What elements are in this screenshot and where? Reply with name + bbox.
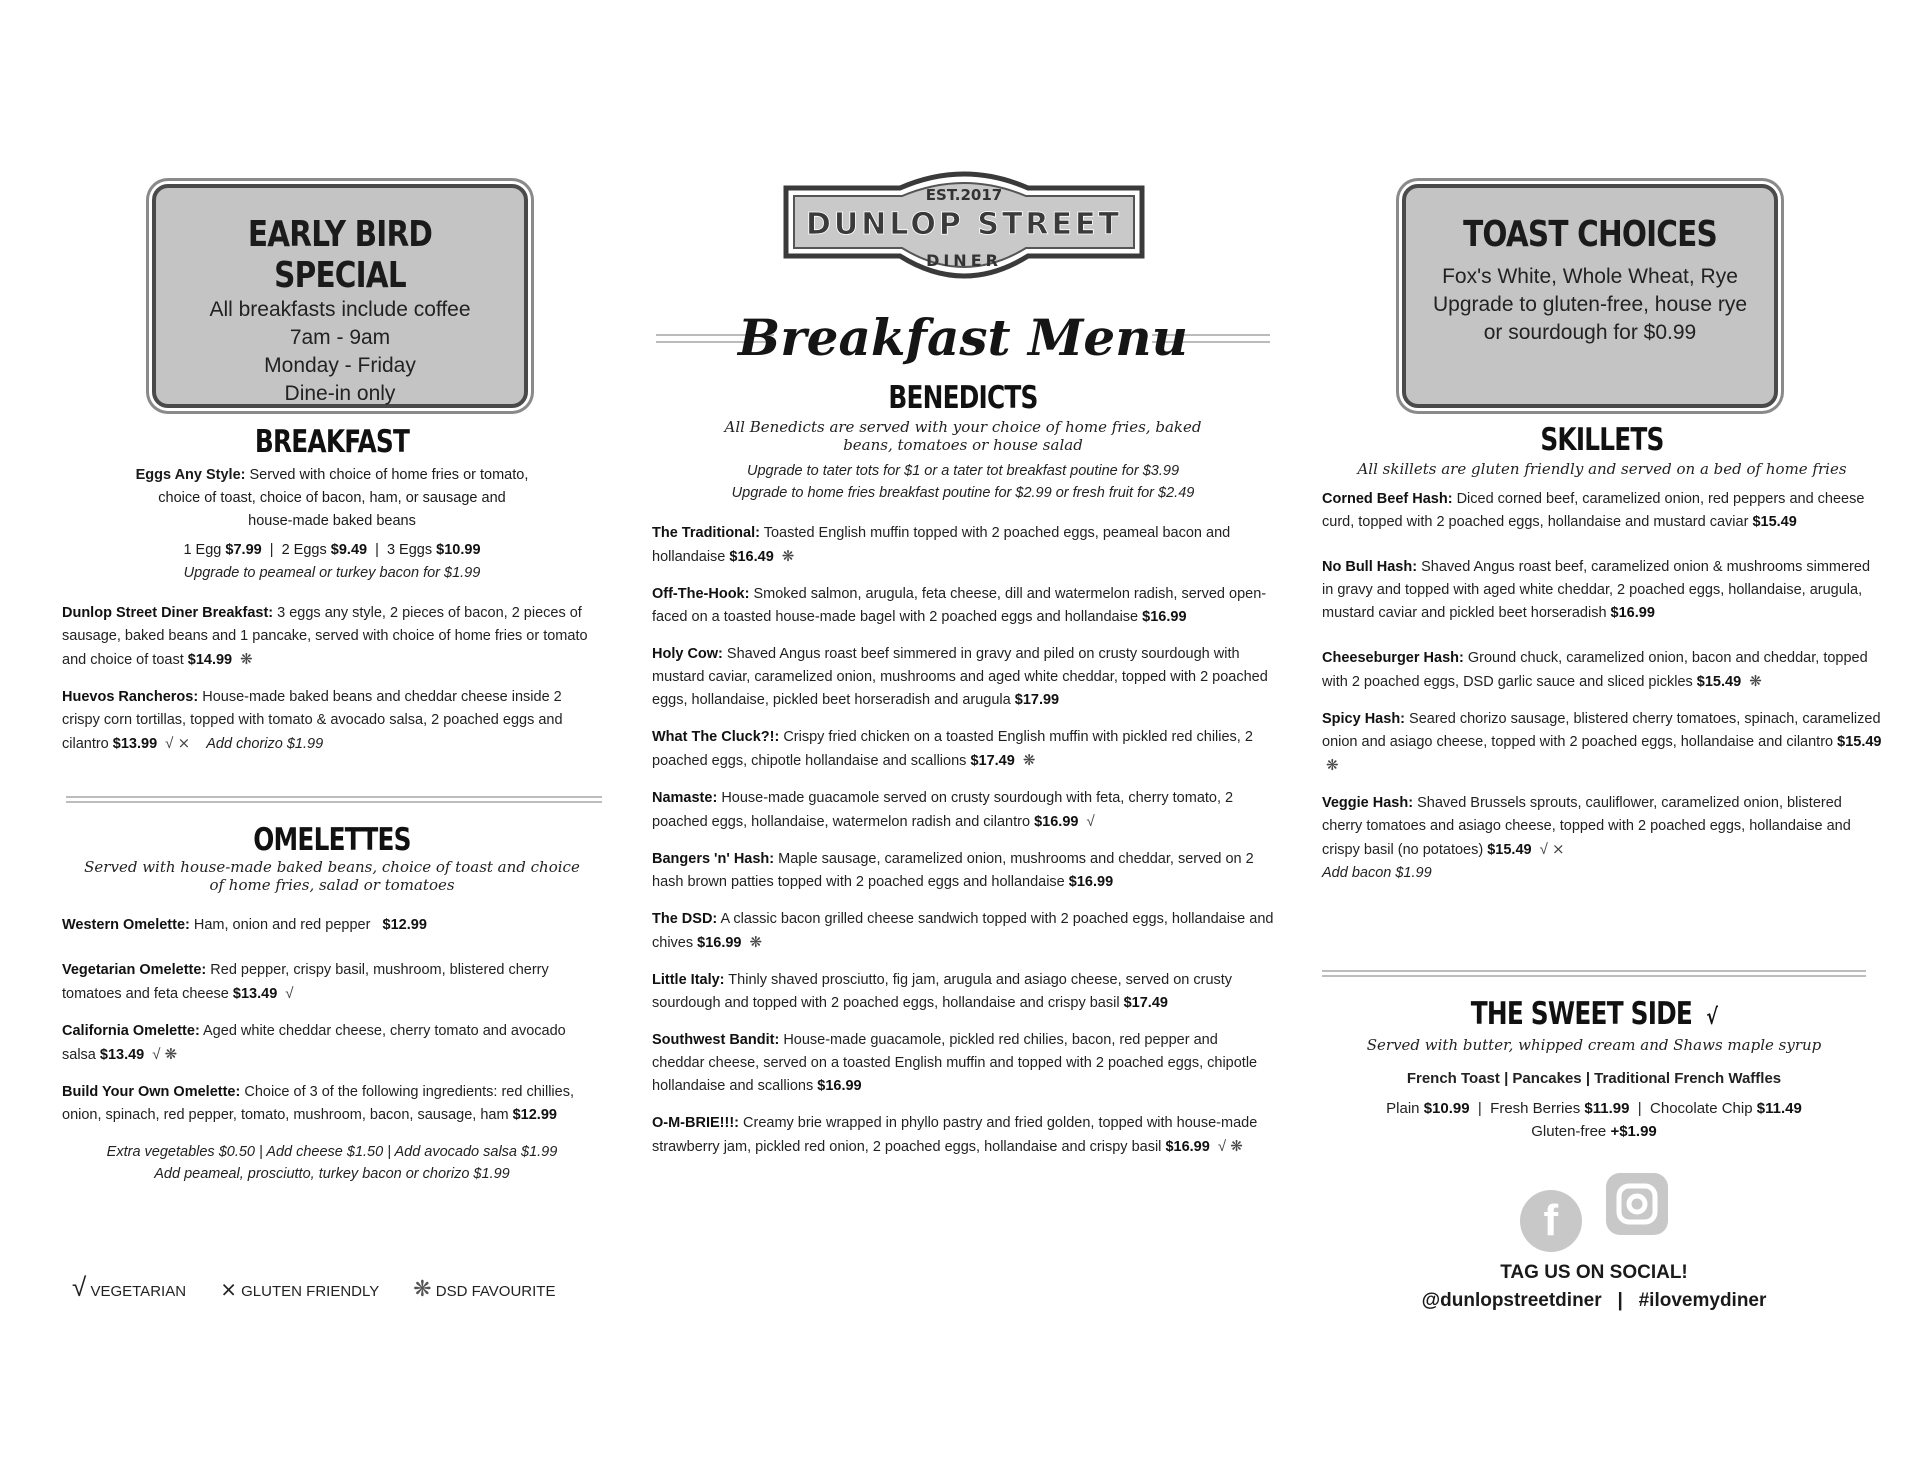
item-desc: Shaved Brussels sprouts, cauliflower, caramelized onion, blistered cherry tomatoes and asiago cheese, topped with 2 poached eggs, hollandaise and crispy basil (no potatoes) <box>1322 795 1851 858</box>
price: $10.99 <box>436 542 481 558</box>
item-price: $12.99 <box>512 1107 557 1123</box>
menu-item <box>62 1020 602 1067</box>
legend-label: GLUTEN FRIENDLY <box>241 1283 379 1300</box>
sweet-subtitle: Served with butter, whipped cream and Shaws maple syrup <box>1366 1036 1822 1054</box>
menu-item <box>652 522 1274 569</box>
menu-item <box>652 1029 1274 1098</box>
item-price: $15.49 <box>1487 842 1532 858</box>
item-extra: Add chorizo $1.99 <box>206 736 324 752</box>
vegetarian-icon: √ <box>285 985 294 1002</box>
item-desc: Toasted English muffin topped with 2 poached eggs, peameal bacon and hollandaise <box>652 525 1231 565</box>
sweet-options: French Toast | Pancakes | Traditional French Waffles <box>1406 1070 1782 1087</box>
item-desc: choice of toast, choice of bacon, ham, or sausage and <box>158 490 506 506</box>
item-name: The DSD: <box>652 911 718 927</box>
item-price: $16.99 <box>697 935 742 951</box>
vegetarian-gluten-icon: √ ⨯ <box>1539 841 1565 858</box>
item-price: $16.49 <box>729 549 774 565</box>
item-name: Southwest Bandit: <box>652 1032 780 1048</box>
price-label: 1 Egg <box>183 542 222 558</box>
sweet-side <box>1322 996 1866 1312</box>
item-desc: Shaved Angus roast beef simmered in gravy and piled on crusty sourdough with mustard caviar, caramelized onion, mushrooms and aged white cheddar, topped with 2 poached eggs, hollandaise, pickled beet horseradish and arugula <box>652 646 1268 708</box>
facebook-icon[interactable]: f <box>1520 1190 1582 1252</box>
item-desc: Aged white cheddar cheese, cherry tomato and avocado salsa <box>62 1023 566 1063</box>
benedicts-subtitle: All Benedicts are served with your choice of home fries, baked <box>724 418 1202 436</box>
vegetarian-gluten-icon: √ ⨯ <box>165 735 191 752</box>
divider <box>1322 970 1866 977</box>
eggs-upgrade: Upgrade to peameal or turkey bacon for $1.99 <box>183 565 481 581</box>
logo-est: EST.2017 <box>925 186 1003 204</box>
item-name: Corned Beef Hash: <box>1322 491 1453 507</box>
item-name: O-M-BRIE!!!: <box>652 1115 739 1131</box>
toast-title: TOAST CHOICES <box>1463 214 1717 255</box>
legend-gluten <box>220 1279 383 1301</box>
omelettes-subtitle: Served with house-made baked beans, choice of toast and choice <box>84 858 580 876</box>
menu-item <box>652 908 1274 955</box>
menu-item <box>62 1081 602 1127</box>
instagram-glyph <box>1606 1173 1668 1235</box>
item-price: $12.99 <box>382 917 427 933</box>
item-price: $15.49 <box>1837 734 1882 750</box>
eggs-prices: 1 Egg $7.99 | 2 Eggs $9.49 | 3 Eggs $10.99 <box>183 542 481 558</box>
favourite-icon: ❋ <box>1022 752 1036 769</box>
item-desc: Creamy brie wrapped in phyllo pastry and fried golden, topped with house-made strawberry jam, pickled red onion, 2 poached eggs, hollandaise and crispy basil <box>652 1115 1258 1155</box>
skillets-list <box>1322 488 1882 885</box>
item-extra: Add bacon $1.99 <box>1322 865 1432 881</box>
item-price: $15.49 <box>1752 514 1797 530</box>
item-name: No Bull Hash: <box>1322 559 1418 575</box>
item-price: $16.99 <box>817 1078 862 1094</box>
price: $9.49 <box>330 542 368 558</box>
item-name: Huevos Rancheros: <box>62 689 199 705</box>
item-name: Off-The-Hook: <box>652 586 750 602</box>
menu-item <box>62 686 602 756</box>
benedicts-list <box>652 522 1274 1159</box>
toast-line: or sourdough for $0.99 <box>1483 321 1697 344</box>
social-icons <box>1322 1173 1866 1252</box>
toast-line: Fox's White, Whole Wheat, Rye <box>1442 265 1738 288</box>
toast-line: Upgrade to gluten-free, house rye <box>1432 293 1748 316</box>
price: $11.49 <box>1756 1100 1802 1117</box>
favourite-icon: ❋ <box>781 548 795 565</box>
item-name: Namaste: <box>652 790 718 806</box>
benedicts-subtitle: beans, tomatoes or house salad <box>843 436 1083 454</box>
item-desc: Crispy fried chicken on a toasted English muffin with pickled red chilies, 2 poached eggs, chipotle hollandaise and scallions <box>652 729 1253 769</box>
item-name: California Omelette: <box>62 1023 200 1039</box>
omelettes-list <box>62 914 602 1127</box>
item-price: $16.99 <box>1142 609 1187 625</box>
price: $7.99 <box>225 542 262 558</box>
social-tag: TAG US ON SOCIAL! <box>1500 1262 1688 1283</box>
item-desc: House-made baked beans and cheddar cheese inside 2 crispy corn tortillas, topped with tomato & avocado salsa, 2 poached eggs and cilantro <box>62 689 563 752</box>
sweet-title <box>1376 996 1811 1032</box>
favourite-icon: ❋ <box>240 651 253 668</box>
divider <box>66 796 602 803</box>
item-name: Veggie Hash: <box>1322 795 1414 811</box>
breakfast-title: BREAKFAST <box>254 424 410 460</box>
early-bird-box <box>152 184 528 408</box>
omelettes-subtitle: of home fries, salad or tomatoes <box>209 876 455 894</box>
price: $11.99 <box>1584 1100 1630 1117</box>
early-bird-line: 7am - 9am <box>289 326 391 349</box>
price-label: Plain <box>1386 1100 1420 1117</box>
favourite-icon: ❋ <box>413 1276 432 1301</box>
menu-item <box>1322 647 1882 694</box>
item-price: $15.49 <box>1696 674 1742 690</box>
price-label: Gluten-free <box>1531 1123 1607 1140</box>
breakfast-list <box>62 602 602 756</box>
early-bird-line: Dine-in only <box>284 382 396 405</box>
vegetarian-favourite-icon: √ ❋ <box>152 1046 178 1063</box>
menu-item <box>652 583 1274 629</box>
omelettes-extras: Extra vegetables $0.50 | Add cheese $1.50 | Add avocado salsa $1.99 <box>106 1144 558 1160</box>
item-desc: Thinly shaved prosciutto, fig jam, arugula and asiago cheese, served on crusty sourdough and topped with 2 poached eggs, hollandaise and crispy basil <box>652 972 1233 1011</box>
menu-item <box>652 848 1274 894</box>
early-bird-line: All breakfasts include coffee <box>209 298 471 321</box>
sweet-title-text: THE SWEET SIDE <box>1470 996 1693 1032</box>
legend-label: DSD FAVOURITE <box>435 1283 556 1300</box>
item-price: $17.99 <box>1014 692 1060 708</box>
price-label: Fresh Berries <box>1490 1100 1581 1117</box>
item-desc: house-made baked beans <box>248 513 416 529</box>
diner-logo <box>780 168 1148 298</box>
price: +$1.99 <box>1610 1123 1657 1140</box>
early-bird-title: EARLY BIRD SPECIAL <box>247 214 433 296</box>
item-desc: Shaved Angus roast beef, caramelized onion & mushrooms simmered in gravy and topped with aged white cheddar, 2 poached eggs, hollandaise, arugula, mustard caviar and pickled beet horseradish <box>1322 559 1871 621</box>
item-name: Cheeseburger Hash: <box>1322 650 1464 666</box>
item-name: Western Omelette: <box>62 917 190 933</box>
item-name: Vegetarian Omelette: <box>62 962 207 978</box>
logo-name: DUNLOP STREET <box>806 207 1122 242</box>
eggs-any-style <box>62 464 602 533</box>
item-desc: A classic bacon grilled cheese sandwich topped with 2 poached eggs, hollandaise and chives <box>652 911 1274 951</box>
sweet-prices: Plain $10.99 | Fresh Berries $11.99 | Chocolate Chip $11.49 Gluten-free +$1.99 <box>1386 1100 1802 1140</box>
price-label: 2 Eggs <box>281 542 327 558</box>
vegetarian-icon: √ <box>1706 1005 1718 1030</box>
menu-item <box>1322 708 1882 778</box>
item-desc: Served with choice of home fries or tomato, <box>249 467 529 483</box>
menu-item <box>652 969 1274 1015</box>
early-bird-line: Monday - Friday <box>264 354 416 377</box>
item-name: What The Cluck?!: <box>652 729 780 745</box>
gluten-free-icon: ⨯ <box>220 1279 237 1301</box>
legend-vegetarian <box>72 1272 190 1302</box>
item-name: Dunlop Street Diner Breakfast: <box>62 605 274 621</box>
favourite-icon: ❋ <box>749 934 763 951</box>
item-desc: Choice of 3 of the following ingredients: red chillies, onion, spinach, red pepper, tomato, mushroom, bacon, sausage, ham <box>62 1084 574 1123</box>
item-desc: Smoked salmon, arugula, feta cheese, dill and watermelon radish, served open-faced on a toasted house-made bagel with 2 poached eggs and hollandaise <box>652 586 1267 625</box>
legend-favourite <box>413 1276 556 1301</box>
favourite-icon: ❋ <box>1326 757 1339 774</box>
item-desc: Diced corned beef, caramelized onion, red peppers and cheese curd, topped with 2 poached eggs, hollandaise and mustard caviar <box>1322 491 1865 530</box>
menu-item <box>62 602 602 672</box>
item-name: Spicy Hash: <box>1322 711 1405 727</box>
vegetarian-favourite-icon: √ ❋ <box>1217 1138 1243 1155</box>
instagram-icon[interactable] <box>1606 1173 1668 1235</box>
benedicts-title: BENEDICTS <box>888 380 1038 416</box>
skillets-title: SKILLETS <box>1540 422 1664 458</box>
menu-title: Breakfast Menu <box>738 308 1188 367</box>
menu-item <box>652 726 1274 773</box>
menu-item <box>1322 488 1882 534</box>
menu-item <box>62 914 602 937</box>
item-price: $13.49 <box>232 986 278 1002</box>
item-desc: Ham, onion and red pepper <box>193 917 371 933</box>
item-price: $17.49 <box>1123 995 1168 1011</box>
item-desc: Seared chorizo sausage, blistered cherry tomatoes, spinach, caramelized onion and asiago cheese, topped with 2 poached eggs, hollandaise and cilantro <box>1322 711 1881 750</box>
item-desc: House-made guacamole, pickled red chilies, bacon, red pepper and cheddar cheese, served on a toasted English muffin and topped with 2 poached eggs, chipotle hollandaise and scallions <box>652 1032 1258 1094</box>
item-price: $16.99 <box>1034 814 1079 830</box>
price: $10.99 <box>1423 1100 1470 1117</box>
menu-item <box>652 643 1274 712</box>
favourite-icon: ❋ <box>1749 673 1762 690</box>
item-name: Little Italy: <box>652 972 725 988</box>
item-desc: Red pepper, crispy basil, mushroom, blistered cherry tomatoes and feta cheese <box>62 962 549 1002</box>
item-desc: Ground chuck, caramelized onion, bacon and cheddar, topped with 2 poached eggs, DSD garlic sauce and sliced pickles <box>1322 650 1868 690</box>
item-price: $13.99 <box>112 736 158 752</box>
menu-item <box>62 959 602 1006</box>
item-desc: 3 eggs any style, 2 pieces of bacon, 2 pieces of sausage, baked beans and 1 pancake, served with choice of home fries or tomato and choice of toast <box>62 605 588 668</box>
item-name: The Traditional: <box>652 525 760 541</box>
item-price: $16.99 <box>1165 1139 1210 1155</box>
vegetarian-icon: √ <box>1086 813 1095 830</box>
legend-label: VEGETARIAN <box>90 1283 187 1300</box>
item-price: $17.49 <box>970 753 1015 769</box>
omelettes-extras: Add peameal, prosciutto, turkey bacon or chorizo $1.99 <box>154 1166 510 1182</box>
item-name: Build Your Own Omelette: <box>62 1084 241 1100</box>
item-name: Holy Cow: <box>652 646 723 662</box>
vegetarian-icon: √ <box>72 1272 87 1302</box>
toast-box <box>1402 184 1778 408</box>
item-name: Bangers 'n' Hash: <box>652 851 775 867</box>
legend <box>72 1272 612 1303</box>
logo-sub: DINER <box>926 251 1002 270</box>
item-price: $13.49 <box>99 1047 145 1063</box>
skillets-subtitle: All skillets are gluten friendly and served on a bed of home fries <box>1357 460 1847 478</box>
social-handles[interactable]: @dunlopstreetdiner | #ilovemydiner <box>1421 1290 1767 1311</box>
item-price: $16.99 <box>1610 605 1655 621</box>
price-label: 3 Eggs <box>386 542 433 558</box>
price-label: Chocolate Chip <box>1650 1100 1753 1117</box>
omelettes-title: OMELETTES <box>253 822 411 858</box>
menu-item <box>652 1112 1274 1159</box>
menu-item <box>652 787 1274 834</box>
benedicts-upgrade: Upgrade to home fries breakfast poutine for $2.99 or fresh fruit for $2.49 <box>731 485 1195 501</box>
menu-item <box>1322 792 1882 885</box>
item-name: Eggs Any Style: <box>135 467 246 483</box>
item-desc: House-made guacamole served on crusty sourdough with feta, cherry tomato, 2 poached eggs, hollandaise, watermelon radish and cilantro <box>652 790 1234 830</box>
item-price: $14.99 <box>187 652 233 668</box>
item-desc: Maple sausage, caramelized onion, mushrooms and cheddar, served on 2 hash brown patties topped with 2 poached eggs and hollandaise <box>652 851 1254 890</box>
item-price: $16.99 <box>1068 874 1114 890</box>
menu-item <box>1322 556 1882 625</box>
benedicts-upgrade: Upgrade to tater tots for $1 or a tater tot breakfast poutine for $3.99 <box>746 463 1180 479</box>
